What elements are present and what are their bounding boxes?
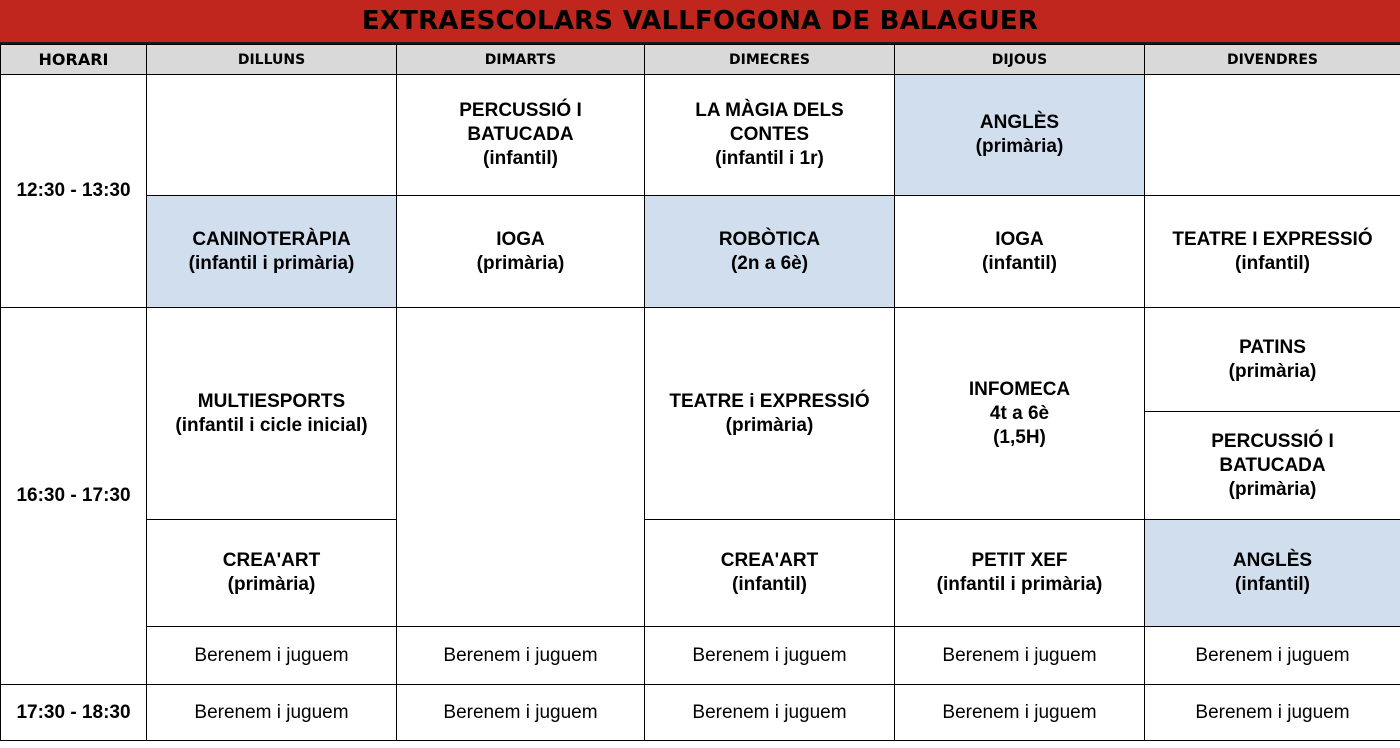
table-row (1, 685, 1400, 741)
time-cell: 16:30 - 17:30 (1, 308, 147, 685)
berenar-cell: Berenem i juguem (397, 627, 645, 685)
berenar-cell: Berenem i juguem (895, 627, 1145, 685)
activity-cell: IOGA (primària) (397, 196, 645, 308)
activity-cell: INFOMECA 4t a 6è (1,5H) (895, 308, 1145, 520)
berenar-cell: Berenem i juguem (1145, 685, 1400, 741)
activity-cell: LA MÀGIA DELS CONTES (infantil i 1r) (645, 75, 895, 196)
activity-cell: TEATRE I EXPRESSIÓ (infantil) (1145, 196, 1400, 308)
header-divendres: DIVENDRES (1145, 45, 1400, 75)
activity-cell: PATINS (primària) (1145, 308, 1400, 412)
table-row (1, 627, 1400, 685)
berenar-cell: Berenem i juguem (397, 685, 645, 741)
time-cell: 12:30 - 13:30 (1, 75, 147, 308)
activity-cell: MULTIESPORTS (infantil i cicle inicial) (147, 308, 397, 520)
activity-cell: PERCUSSIÓ I BATUCADA (infantil) (397, 75, 645, 196)
activity-cell: CREA'ART (primària) (147, 520, 397, 627)
time-cell: 17:30 - 18:30 (1, 685, 147, 741)
berenar-cell: Berenem i juguem (147, 627, 397, 685)
activity-cell: IOGA (infantil) (895, 196, 1145, 308)
header-dimarts: DIMARTS (397, 45, 645, 75)
activity-cell: CREA'ART (infantil) (645, 520, 895, 627)
activity-cell: PERCUSSIÓ I BATUCADA (primària) (1145, 412, 1400, 520)
activity-cell: TEATRE i EXPRESSIÓ (primària) (645, 308, 895, 520)
activity-cell: ROBÒTICA (2n a 6è) (645, 196, 895, 308)
activity-cell: ANGLÈS (primària) (895, 75, 1145, 196)
empty-cell (1145, 75, 1400, 196)
header-dimecres: DIMECRES (645, 45, 895, 75)
table-row (1, 520, 1400, 627)
berenar-cell: Berenem i juguem (645, 685, 895, 741)
header-horari: HORARI (1, 45, 147, 75)
header-row (1, 45, 1400, 75)
table-row (1, 308, 1400, 412)
header-dilluns: DILLUNS (147, 45, 397, 75)
berenar-cell: Berenem i juguem (895, 685, 1145, 741)
table-row (1, 196, 1400, 308)
empty-cell (147, 75, 397, 196)
activity-cell: ANGLÈS (infantil) (1145, 520, 1400, 627)
schedule-table (0, 44, 1400, 741)
activity-cell: PETIT XEF (infantil i primària) (895, 520, 1145, 627)
berenar-cell: Berenem i juguem (1145, 627, 1400, 685)
schedule-title: EXTRAESCOLARS VALLFOGONA DE BALAGUER (0, 0, 1400, 44)
berenar-cell: Berenem i juguem (147, 685, 397, 741)
empty-cell (397, 308, 645, 627)
header-dijous: DIJOUS (895, 45, 1145, 75)
activity-cell: CANINOTERÀPIA (infantil i primària) (147, 196, 397, 308)
table-row (1, 75, 1400, 196)
berenar-cell: Berenem i juguem (645, 627, 895, 685)
